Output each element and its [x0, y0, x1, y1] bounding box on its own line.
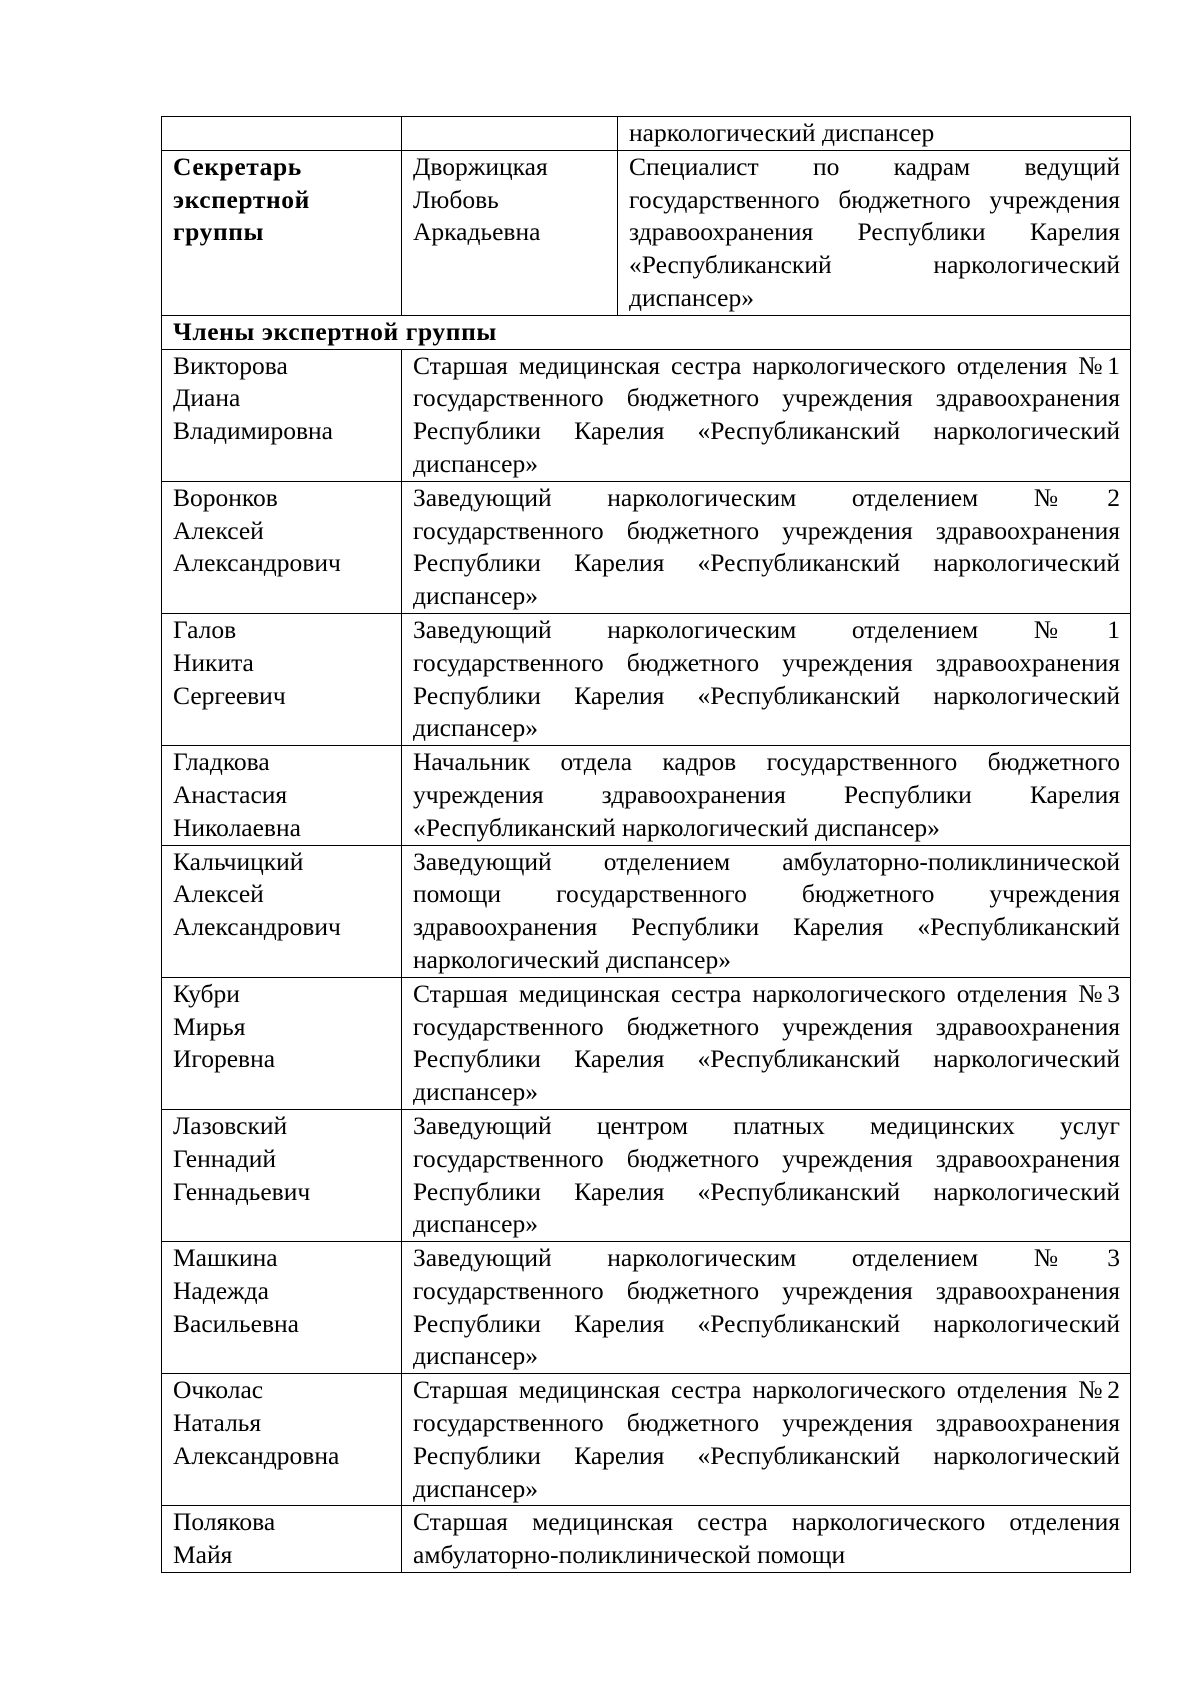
- member-name-part: Надежда: [173, 1275, 269, 1305]
- member-name-part: Сергеевич: [173, 680, 286, 710]
- member-name-part: Кубри: [173, 978, 240, 1008]
- members-header: Члены экспертной группы: [162, 315, 1131, 349]
- member-name-part: Майя: [173, 1540, 233, 1570]
- secretary-row: [162, 150, 1131, 315]
- member-row: [162, 613, 1131, 745]
- secretary-role-label: Секретарь экспертной группы: [162, 150, 402, 315]
- member-name-part: Васильевна: [173, 1308, 299, 1338]
- member-name-part: Лазовский: [173, 1110, 288, 1140]
- member-name-part: Галов: [173, 614, 237, 644]
- member-name-cell: [162, 1242, 402, 1374]
- member-position: Заведующий отделением амбулаторно-поликлинической помощи государственного бюджетного учреждения здравоохранения Республики Карелия «Республиканский наркологический диспансер»: [402, 845, 1131, 977]
- member-name-part: Игоревна: [173, 1044, 276, 1074]
- member-name-cell: [162, 1374, 402, 1506]
- secretary-patronymic: Аркадьевна: [413, 217, 541, 247]
- member-name-part: Никита: [173, 647, 254, 677]
- secretary-name-cell: [402, 150, 618, 315]
- continuation-role-cell: [162, 117, 402, 151]
- member-name-part: Владимировна: [173, 416, 333, 446]
- member-position: Заведующий наркологическим отделением №1 государственного бюджетного учреждения здравоохранения Республики Карелия «Республиканский наркологический диспансер»: [402, 613, 1131, 745]
- member-position: Заведующий наркологическим отделением №3 государственного бюджетного учреждения здравоохранения Республики Карелия «Республиканский наркологический диспансер»: [402, 1242, 1131, 1374]
- secretary-surname: Дворжицкая: [413, 151, 548, 181]
- member-row: [162, 481, 1131, 613]
- member-position: Старшая медицинская сестра наркологического отделения №1 государственного бюджетного учреждения здравоохранения Республики Карелия «Республиканский наркологический диспансер»: [402, 349, 1131, 481]
- member-name-part: Алексей: [173, 879, 264, 909]
- table-body: [162, 117, 1131, 1573]
- member-name-part: Викторова: [173, 350, 288, 380]
- secretary-first-name: Любовь: [413, 184, 499, 214]
- member-name-cell: [162, 481, 402, 613]
- member-name-part: Александровна: [173, 1440, 340, 1470]
- member-row: [162, 746, 1131, 845]
- member-name-part: Александрович: [173, 548, 341, 578]
- member-row: [162, 1242, 1131, 1374]
- member-name-part: Николаевна: [173, 812, 301, 842]
- member-name-part: Полякова: [173, 1507, 276, 1537]
- member-name-part: Кальчицкий: [173, 846, 304, 876]
- member-row: [162, 977, 1131, 1109]
- member-name-part: Алексей: [173, 515, 264, 545]
- member-name-part: Машкина: [173, 1243, 278, 1273]
- member-row: [162, 845, 1131, 977]
- continuation-name-cell: [402, 117, 618, 151]
- member-name-cell: [162, 1109, 402, 1241]
- member-row: [162, 1506, 1131, 1573]
- member-position: Заведующий центром платных медицинских услуг государственного бюджетного учреждения здравоохранения Республики Карелия «Республиканский наркологический диспансер»: [402, 1109, 1131, 1241]
- member-name-part: Анастасия: [173, 779, 288, 809]
- member-position: Старшая медицинская сестра наркологического отделения №3 государственного бюджетного учреждения здравоохранения Республики Карелия «Республиканский наркологический диспансер»: [402, 977, 1131, 1109]
- member-name-part: Александрович: [173, 912, 341, 942]
- member-name-part: Диана: [173, 383, 241, 413]
- continuation-row: [162, 117, 1131, 151]
- member-name-part: Очколас: [173, 1375, 264, 1405]
- member-position: Заведующий наркологическим отделением №2 государственного бюджетного учреждения здравоохранения Республики Карелия «Республиканский наркологический диспансер»: [402, 481, 1131, 613]
- expert-group-table: [161, 116, 1131, 1573]
- member-row: [162, 1109, 1131, 1241]
- member-row: [162, 1374, 1131, 1506]
- member-name-cell: [162, 746, 402, 845]
- member-name-part: Геннадий: [173, 1143, 276, 1173]
- member-position: Начальник отдела кадров государственного бюджетного учреждения здравоохранения Республики Карелия «Республиканский наркологический диспансер»: [402, 746, 1131, 845]
- continuation-position-cell: наркологический диспансер: [618, 117, 1131, 151]
- member-name-cell: [162, 845, 402, 977]
- member-name-cell: [162, 977, 402, 1109]
- members-header-row: [162, 315, 1131, 349]
- member-name-cell: [162, 349, 402, 481]
- member-name-part: Воронков: [173, 482, 278, 512]
- member-name-cell: [162, 1506, 402, 1573]
- member-name-part: Мирья: [173, 1011, 246, 1041]
- member-name-part: Геннадьевич: [173, 1176, 311, 1206]
- member-position: Старшая медицинская сестра наркологического отделения №2 государственного бюджетного учреждения здравоохранения Республики Карелия «Республиканский наркологический диспансер»: [402, 1374, 1131, 1506]
- member-row: [162, 349, 1131, 481]
- member-name-part: Гладкова: [173, 747, 270, 777]
- member-name-cell: [162, 613, 402, 745]
- secretary-position: Специалист по кадрам ведущий государственного бюджетного учреждения здравоохранения Республики Карелия «Республиканский наркологический диспансер»: [618, 150, 1131, 315]
- member-position: Старшая медицинская сестра наркологического отделения амбулаторно-поликлинической помощи: [402, 1506, 1131, 1573]
- member-name-part: Наталья: [173, 1408, 262, 1438]
